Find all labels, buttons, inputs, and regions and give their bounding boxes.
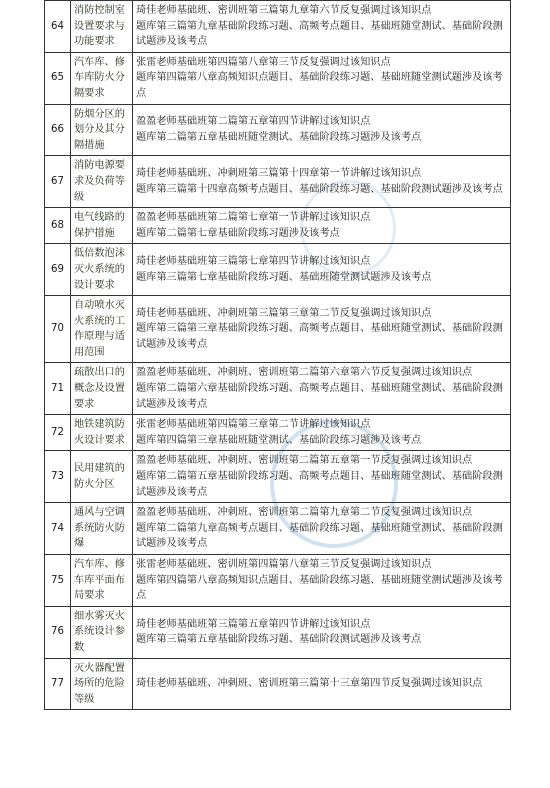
table-row (45, 606, 511, 658)
row-number: 76 (45, 606, 71, 658)
table-row (45, 1, 511, 53)
coverage-description (133, 296, 511, 363)
knowledge-point-topic: 通风与空调系统防火防爆 (71, 503, 133, 555)
description-line: 琦佳老师基础班第三篇第七章第四节讲解过该知识点 (136, 256, 371, 268)
table-row (45, 104, 511, 156)
description-line: 琦佳老师基础班第三篇第五章第四节讲解过该知识点 (136, 618, 371, 630)
coverage-description (133, 104, 511, 156)
description-line: 题库第二篇第六章基础阶段练习题、高频考点题目、基础班随堂测试、基础阶段测试题涉及该考点 (136, 383, 503, 410)
table-row (45, 503, 511, 555)
description-line: 琦佳老师基础班、冲刺班第三篇第十四章第一节讲解过该知识点 (136, 168, 422, 180)
description-line: 盈盈老师基础班第二篇第五章第四节讲解过该知识点 (136, 116, 371, 128)
knowledge-point-topic: 地铁建筑防火设计要求 (71, 415, 133, 451)
knowledge-point-table (44, 0, 511, 710)
knowledge-point-topic: 疏散出口的概念及设置要求 (71, 363, 133, 415)
coverage-description (133, 52, 511, 104)
description-line: 张雷老师基础班第四篇第三章第二节讲解过该知识点 (136, 419, 371, 431)
description-line: 题库第三篇第五章基础阶段练习题、基础阶段测试题涉及该考点 (136, 634, 422, 646)
table-row (45, 156, 511, 208)
description-line: 琦佳老师基础班、冲刺班第三篇第三章第二节反复强调过该知识点 (136, 307, 432, 319)
description-line: 张雷老师基础班第四篇第八章第三节反复强调过该知识点 (136, 56, 391, 68)
description-line: 题库第二篇第五章基础阶段练习题、高频考点题目、基础班随堂测试、基础阶段测试题涉及该考点 (136, 471, 503, 498)
description-line: 题库第三篇第九章基础阶段练习题、高频考点题目、基础班随堂测试、基础阶段测试题涉及该考点 (136, 20, 503, 48)
table-row (45, 244, 511, 296)
description-line: 题库第四篇第八章高频知识点题目、基础阶段练习题、基础班随堂测试题涉及该考点 (136, 72, 503, 99)
row-number: 67 (45, 156, 71, 208)
coverage-description (133, 1, 511, 53)
coverage-description (133, 606, 511, 658)
coverage-description (133, 658, 511, 710)
knowledge-point-topic: 防烟分区的划分及其分隔措施 (71, 104, 133, 156)
coverage-description (133, 555, 511, 607)
description-line: 张雷老师基础班、密训班第四篇第八章第三节反复强调过该知识点 (136, 559, 432, 570)
row-number: 64 (45, 1, 71, 53)
row-number: 71 (45, 363, 71, 415)
knowledge-point-topic: 电气线路的保护措施 (71, 208, 133, 244)
table-row (45, 363, 511, 415)
description-line: 题库第三篇第三章基础阶段练习题、高频考点题目、基础班随堂测试、基础阶段测试题涉及该考点 (136, 323, 503, 351)
coverage-description (133, 503, 511, 555)
row-number: 69 (45, 244, 71, 296)
table-row (45, 208, 511, 244)
knowledge-point-topic: 灭火器配置场所的危险等级 (71, 658, 133, 710)
coverage-description (133, 244, 511, 296)
row-number: 72 (45, 415, 71, 451)
description-line: 琦佳老师基础班、密训班第三篇第九章第六节反复强调过该知识点 (136, 5, 432, 16)
description-line: 盈盈老师基础班、冲刺班、密训班第二篇第九章第二节反复强调过该知识点 (136, 507, 473, 519)
description-line: 题库第三篇第七章基础阶段练习题、基础班随堂测试题涉及该考点 (136, 271, 432, 283)
knowledge-point-topic: 细水雾灭火系统设计参数 (71, 606, 133, 658)
coverage-description (133, 415, 511, 451)
row-number: 77 (45, 658, 71, 710)
row-number: 75 (45, 555, 71, 607)
knowledge-point-topic: 汽车库、修车库防火分隔要求 (71, 52, 133, 104)
description-line: 盈盈老师基础班、冲刺班、密训班第二篇第六章第六节反复强调过该知识点 (136, 367, 473, 379)
coverage-description (133, 451, 511, 503)
row-number: 65 (45, 52, 71, 104)
row-number: 66 (45, 104, 71, 156)
table-row (45, 658, 511, 710)
knowledge-point-topic: 低倍数泡沫灭火系统的设计要求 (71, 244, 133, 296)
row-number: 68 (45, 208, 71, 244)
description-line: 盈盈老师基础班第二篇第七章第一节讲解过该知识点 (136, 212, 371, 224)
table-row (45, 296, 511, 363)
description-line: 题库第二篇第七章基础阶段练习题涉及该考点 (136, 227, 340, 239)
description-line: 琦佳老师基础班、冲刺班、密训班第三篇第十三章第四节反复强调过该知识点 (136, 678, 483, 690)
knowledge-point-topic: 自动喷水灭火系统的工作原理与适用范围 (71, 296, 133, 363)
document-page (44, 0, 511, 710)
coverage-description (133, 363, 511, 415)
knowledge-point-topic: 民用建筑的防火分区 (71, 451, 133, 503)
knowledge-point-topic: 消防控制室设置要求与功能要求 (71, 1, 133, 53)
coverage-description (133, 156, 511, 208)
description-line: 题库第四篇第八章高频知识点题目、基础阶段练习题、基础班随堂测试题涉及该考点 (136, 574, 503, 602)
coverage-description (133, 208, 511, 244)
knowledge-point-topic: 汽车库、修车库平面布局要求 (71, 555, 133, 607)
description-line: 题库第二篇第五章基础班随堂测试、基础阶段练习题涉及该考点 (136, 131, 422, 143)
description-line: 题库第二篇第九章高频考点题目、基础阶段练习题、基础班随堂测试、基础阶段测试题涉及该考点 (136, 522, 503, 550)
description-line: 盈盈老师基础班、冲刺班、密训班第二篇第五章第一节反复强调过该知识点 (136, 455, 473, 467)
row-number: 74 (45, 503, 71, 555)
description-line: 题库第四篇第三章基础班随堂测试、基础阶段练习题涉及该考点 (136, 434, 422, 446)
row-number: 73 (45, 451, 71, 503)
row-number: 70 (45, 296, 71, 363)
table-row (45, 52, 511, 104)
table-row (45, 451, 511, 503)
table-row (45, 415, 511, 451)
knowledge-point-topic: 消防电源要求及负荷等级 (71, 156, 133, 208)
description-line: 题库第三篇第十四章高频考点题目、基础阶段练习题、基础阶段测试题涉及该考点 (136, 183, 503, 195)
table-row (45, 555, 511, 607)
